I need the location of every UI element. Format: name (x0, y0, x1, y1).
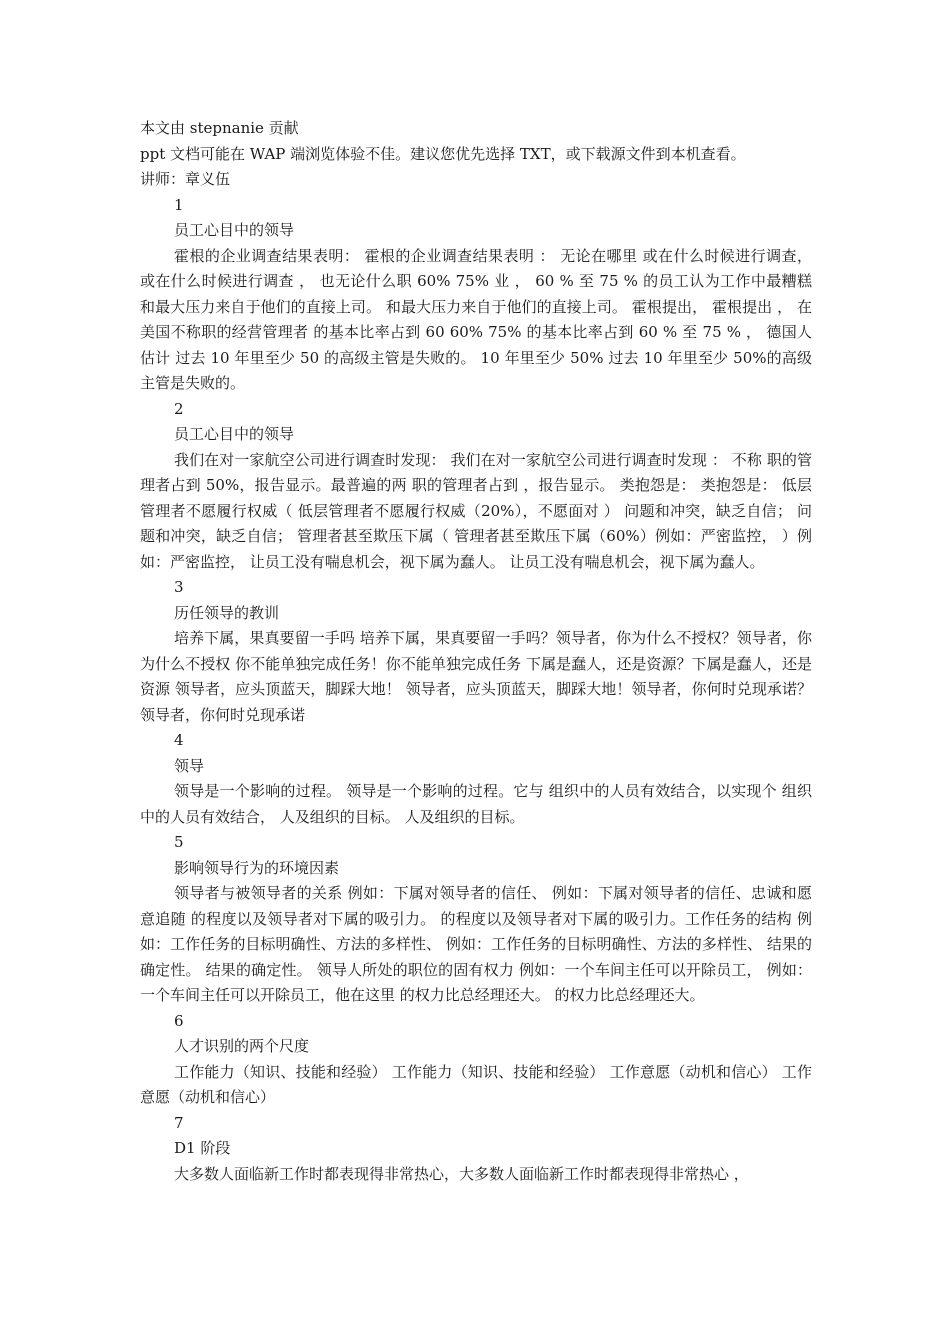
section-paragraph: 我们在对一家航空公司进行调查时发现： 我们在对一家航空公司进行调查时发现 ： 不称 职的管理者占到 50%，报告显示。最普遍的两 职的管理者占到 ，报告显示。 类抱怨是： 类抱怨是： 低层管理者不愿履行权威（ 低层管理者不愿履行权威（20%），不愿面对 ） 问题和冲突，缺乏自信； 问题和冲突，缺乏自信； 管理者甚至欺压下属（ 管理者甚至欺压下属（60%）例如：严密监控， ）例如：严密监控， 让员工没有喘息机会，视下属为蠢人。 让员工没有喘息机会，视下属为蠢人。 (140, 450, 812, 571)
format-notice: ppt 文档可能在 WAP 端浏览体验不佳。建议您优先选择 TXT，或下载源文件到本机查看。 (140, 144, 746, 163)
section-number: 6 (174, 1011, 184, 1030)
section-paragraph: 领导者与被领导者的关系 例如：下属对领导者的信任、 例如：下属对领导者的信任、忠诚和愿意追随 的程度以及领导者对下属的吸引力。 的程度以及领导者对下属的吸引力。工作任务的结构 例如：工作任务的目标明确性、方法的多样性、 例如：工作任务的目标明确性、方法的多样性、 结果的确定性。 结果的确定性。 领导人所处的职位的固有权力 例如：一个车间主任可以开除员工， 例如：一个车间主任可以开除员工，他在这里 的权力比总经理还大。 的权力比总经理还大。 (140, 884, 812, 1004)
section-paragraph: 大多数人面临新工作时都表现得非常热心，大多数人面临新工作时都表现得非常热心 ， (174, 1164, 749, 1183)
section-number: 1 (174, 195, 184, 214)
section-title: 历任领导的教训 (174, 603, 280, 622)
section-paragraph: 工作能力（知识、技能和经验） 工作能力（知识、技能和经验） 工作意愿（动机和信心） 工作意愿（动机和信心） (140, 1062, 812, 1106)
section-number: 2 (174, 399, 184, 418)
section-paragraph: 培养下属，果真要留一手吗 培养下属，果真要留一手吗？领导者，你为什么不授权？领导者，你为什么不授权 你不能单独完成任务！你不能单独完成任务 下属是蠢人，还是资源？下属是蠢人，还是资源 领导者，应头顶蓝天，脚踩大地！ 领导者，应头顶蓝天，脚踩大地！领导者，你何时兑现承诺？领导者，你何时兑现承诺 (140, 629, 812, 724)
section-number: 7 (174, 1113, 184, 1132)
lecturer-line: 讲师：章义伍 (140, 170, 231, 188)
section-title: 领导 (174, 756, 205, 775)
section-title: 影响领导行为的环境因素 (174, 858, 340, 877)
section-title: 人才识别的两个尺度 (174, 1037, 310, 1055)
section-paragraph: 霍根的企业调查结果表明： 霍根的企业调查结果表明 ： 无论在哪里 或在什么时候进行调查， 或在什么时候进行调查 ， 也无论什么职 60% 75% 业 ， 60 % 至 75 % 的员工认为工作中最糟糕 和最大压力来自于他们的直接上司。 和最大压力来自于他们的直接上司。 霍根提出， 霍根提出 ， 在美国不称职的经营管理者 的基本比率占到 60 60% 75% 的基本比率占到 60 % 至 75 % ， 德国人估计 过去 10 年里至少 50 的高级主管是失败的。 10 年里至少 50% 过去 10 年里至少 50%的高级主管是失败的。 (140, 246, 812, 392)
section-title: D1 阶段 (174, 1139, 231, 1157)
section-number: 3 (174, 578, 184, 596)
section-title: 员工心目中的领导 (174, 425, 295, 443)
document-body (140, 116, 812, 1187)
contributor-line: 本文由 stepnanie 贡献 (140, 119, 299, 137)
section-paragraph: 领导是一个影响的过程。 领导是一个影响的过程。它与 组织中的人员有效结合，以实现个 组织中的人员有效结合， 人及组织的目标。 人及组织的目标。 (140, 782, 812, 826)
section-title: 员工心目中的领导 (174, 221, 295, 239)
section-number: 4 (174, 731, 184, 749)
section-number: 5 (174, 833, 184, 851)
